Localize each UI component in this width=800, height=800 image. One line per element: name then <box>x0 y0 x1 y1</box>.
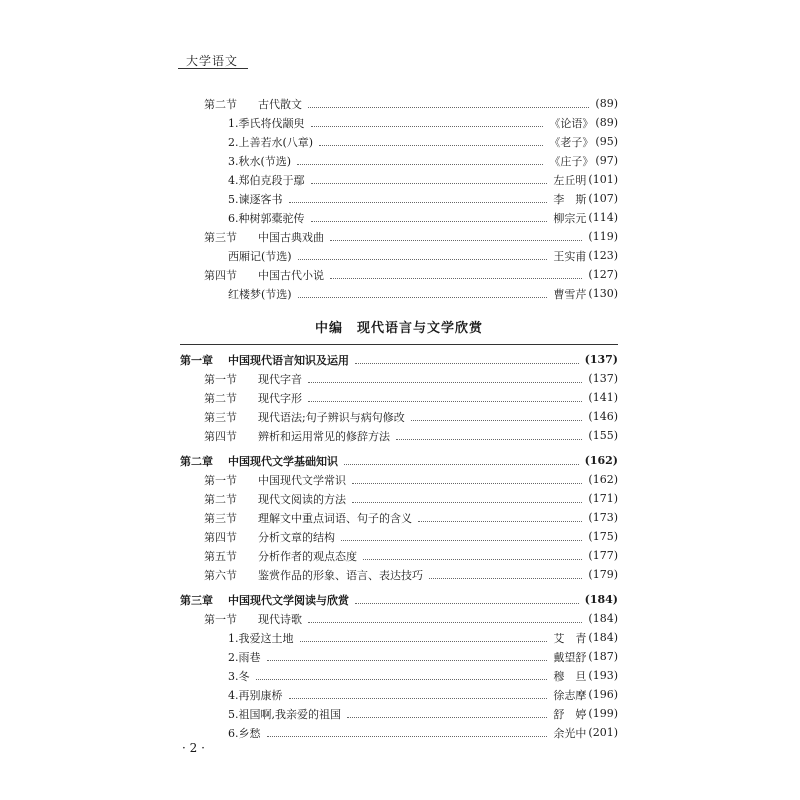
dot-leader <box>297 163 543 165</box>
entry-title: 2.雨巷 <box>228 650 261 664</box>
dot-leader <box>256 678 548 680</box>
toc-lower-block <box>180 350 618 742</box>
entry-title: 辨析和运用常见的修辞方法 <box>258 429 390 443</box>
dot-leader <box>352 482 582 484</box>
entry-page: (201) <box>588 726 618 739</box>
entry-title: 2.上善若水(八章) <box>228 135 314 149</box>
entry-title: 中国古典戏曲 <box>258 230 324 244</box>
dot-leader <box>300 640 548 642</box>
dot-leader <box>363 558 582 560</box>
entry-title: 鉴赏作品的形象、语言、表达技巧 <box>258 568 423 582</box>
entry-page: (114) <box>588 211 618 224</box>
entry-author: 王实甫 <box>553 249 587 263</box>
entry-number: 第二节 <box>204 492 237 506</box>
entry-number: 第一章 <box>180 353 213 367</box>
entry-author: 左丘明 <box>553 173 587 187</box>
entry-title: 理解文中重点词语、句子的含义 <box>258 511 412 525</box>
entry-author: 余光中 <box>553 726 587 740</box>
section-rule <box>180 344 618 345</box>
entry-number: 第三节 <box>204 230 237 244</box>
entry-number: 第四节 <box>204 268 237 282</box>
toc-work-entry[interactable] <box>180 151 618 170</box>
entry-title: 6.乡愁 <box>228 726 261 740</box>
toc-chapter-entry[interactable] <box>180 350 618 369</box>
entry-page: (184) <box>588 612 618 625</box>
dot-leader <box>308 106 589 108</box>
entry-title: 红楼梦(节选) <box>228 287 292 301</box>
dot-leader <box>429 577 582 579</box>
entry-title: 现代文阅读的方法 <box>258 492 346 506</box>
dot-leader <box>308 381 582 383</box>
entry-title: 4.郑伯克段于鄢 <box>228 173 305 187</box>
entry-number: 第二章 <box>180 454 213 468</box>
toc-section-entry[interactable] <box>180 470 618 489</box>
dot-leader <box>308 400 582 402</box>
entry-title: 6.种树郭橐驼传 <box>228 211 305 225</box>
toc-section-entry[interactable] <box>180 527 618 546</box>
header-rule <box>178 68 248 69</box>
dot-leader <box>311 182 548 184</box>
entry-title: 中国现代文学常识 <box>258 473 346 487</box>
toc-section-entry[interactable] <box>180 94 618 113</box>
toc-section-entry[interactable] <box>180 546 618 565</box>
entry-author: 李 斯 <box>553 192 587 206</box>
entry-number: 第一节 <box>204 372 237 386</box>
entry-title: 5.谏逐客书 <box>228 192 283 206</box>
entry-title: 现代诗歌 <box>258 612 302 626</box>
entry-page: (137) <box>588 372 618 385</box>
entry-title: 分析作者的观点态度 <box>258 549 357 563</box>
toc-work-entry[interactable] <box>180 246 618 265</box>
toc-work-entry[interactable] <box>180 685 618 704</box>
section-title: 中编 现代语言与文学欣赏 <box>314 321 483 336</box>
entry-title: 现代字音 <box>258 372 302 386</box>
dot-leader <box>330 277 582 279</box>
entry-page: (199) <box>588 707 618 720</box>
entry-page: (179) <box>588 568 618 581</box>
entry-page: (162) <box>588 473 618 486</box>
dot-leader <box>308 621 582 623</box>
entry-title: 中国现代文学基础知识 <box>228 454 338 468</box>
entry-author: 《论语》 <box>549 116 594 130</box>
toc-work-entry[interactable] <box>180 666 618 685</box>
entry-page: (177) <box>588 549 618 562</box>
dot-leader <box>311 220 548 222</box>
entry-author: 穆 旦 <box>553 669 587 683</box>
entry-number: 第四节 <box>204 429 237 443</box>
entry-page: (127) <box>588 268 618 281</box>
toc-chapter-entry[interactable] <box>180 590 618 609</box>
entry-title: 现代字形 <box>258 391 302 405</box>
entry-author: 舒 婷 <box>553 707 587 721</box>
entry-title: 1.季氏将伐颛臾 <box>228 116 305 130</box>
dot-leader <box>396 438 582 440</box>
dot-leader <box>352 501 582 503</box>
toc-work-entry[interactable] <box>180 723 618 742</box>
entry-page: (193) <box>588 669 618 682</box>
entry-number: 第一节 <box>204 473 237 487</box>
entry-page: (162) <box>584 454 618 467</box>
toc-work-entry[interactable] <box>180 113 618 132</box>
toc-work-entry[interactable] <box>180 704 618 723</box>
entry-number: 第五节 <box>204 549 237 563</box>
toc-work-entry[interactable] <box>180 170 618 189</box>
toc-work-entry[interactable] <box>180 628 618 647</box>
toc-section-entry[interactable] <box>180 227 618 246</box>
entry-title: 古代散文 <box>258 97 302 111</box>
entry-page: (130) <box>588 287 618 300</box>
entry-page: (137) <box>584 353 618 366</box>
entry-author: 艾 青 <box>553 631 587 645</box>
toc-section-entry[interactable] <box>180 388 618 407</box>
toc-upper-block <box>180 94 618 303</box>
toc-work-entry[interactable] <box>180 208 618 227</box>
toc-section-entry[interactable] <box>180 489 618 508</box>
toc-work-entry[interactable] <box>180 647 618 666</box>
entry-page: (119) <box>588 230 618 243</box>
entry-number: 第四节 <box>204 530 237 544</box>
toc-section-entry[interactable] <box>180 609 618 628</box>
toc-work-entry[interactable] <box>180 189 618 208</box>
entry-title: 西厢记(节选) <box>228 249 292 263</box>
entry-page: (171) <box>588 492 618 505</box>
entry-title: 3.冬 <box>228 669 250 683</box>
entry-number: 第三章 <box>180 593 213 607</box>
dot-leader <box>289 697 548 699</box>
entry-page: (184) <box>584 593 618 606</box>
toc-chapter-entry[interactable] <box>180 451 618 470</box>
dot-leader <box>355 362 579 364</box>
entry-author: 徐志摩 <box>553 688 587 702</box>
toc-work-entry[interactable] <box>180 132 618 151</box>
entry-page: (141) <box>588 391 618 404</box>
running-header: 大学语文 <box>186 54 239 68</box>
entry-page: (155) <box>588 429 618 442</box>
dot-leader <box>311 125 544 127</box>
entry-page: (187) <box>588 650 618 663</box>
page-number: · 2 · <box>182 741 205 755</box>
entry-page: (101) <box>588 173 618 186</box>
dot-leader <box>330 239 582 241</box>
toc-section-entry[interactable] <box>180 565 618 584</box>
toc-work-entry[interactable] <box>180 284 618 303</box>
entry-page: (196) <box>588 688 618 701</box>
entry-number: 第三节 <box>204 410 237 424</box>
dot-leader <box>298 296 548 298</box>
dot-leader <box>344 463 579 465</box>
dot-leader <box>319 144 543 146</box>
entry-title: 中国现代语言知识及运用 <box>228 353 349 367</box>
entry-page: (184) <box>588 631 618 644</box>
dot-leader <box>267 735 548 737</box>
dot-leader <box>289 201 548 203</box>
dot-leader <box>418 520 582 522</box>
entry-number: 第六节 <box>204 568 237 582</box>
entry-page: (89) <box>595 97 618 110</box>
entry-page: (95) <box>595 135 618 148</box>
toc-section-entry[interactable] <box>180 369 618 388</box>
entry-number: 第二节 <box>204 391 237 405</box>
toc-section-entry[interactable] <box>180 508 618 527</box>
dot-leader <box>347 716 547 718</box>
dot-leader <box>411 419 583 421</box>
entry-page: (107) <box>588 192 618 205</box>
entry-title: 现代语法;句子辨识与病句修改 <box>258 410 405 424</box>
entry-number: 第二节 <box>204 97 237 111</box>
entry-title: 中国现代文学阅读与欣赏 <box>228 593 349 607</box>
entry-author: 曹雪芹 <box>553 287 587 301</box>
entry-number: 第三节 <box>204 511 237 525</box>
entry-page: (97) <box>595 154 618 167</box>
entry-title: 3.秋水(节选) <box>228 154 292 168</box>
toc-section-entry[interactable] <box>180 265 618 284</box>
entry-title: 1.我爱这土地 <box>228 631 294 645</box>
entry-number: 第一节 <box>204 612 237 626</box>
toc-section-entry[interactable] <box>180 407 618 426</box>
entry-author: 《老子》 <box>549 135 594 149</box>
entry-title: 分析文章的结构 <box>258 530 335 544</box>
dot-leader <box>298 258 548 260</box>
entry-page: (89) <box>595 116 618 129</box>
dot-leader <box>355 602 579 604</box>
dot-leader <box>341 539 582 541</box>
entry-author: 戴望舒 <box>553 650 587 664</box>
entry-page: (175) <box>588 530 618 543</box>
entry-page: (173) <box>588 511 618 524</box>
entry-author: 柳宗元 <box>553 211 587 225</box>
entry-page: (123) <box>588 249 618 262</box>
entry-title: 中国古代小说 <box>258 268 324 282</box>
entry-author: 《庄子》 <box>549 154 594 168</box>
entry-title: 5.祖国啊,我亲爱的祖国 <box>228 707 341 721</box>
entry-title: 4.再别康桥 <box>228 688 283 702</box>
entry-page: (146) <box>588 410 618 423</box>
dot-leader <box>267 659 548 661</box>
toc-section-entry[interactable] <box>180 426 618 445</box>
